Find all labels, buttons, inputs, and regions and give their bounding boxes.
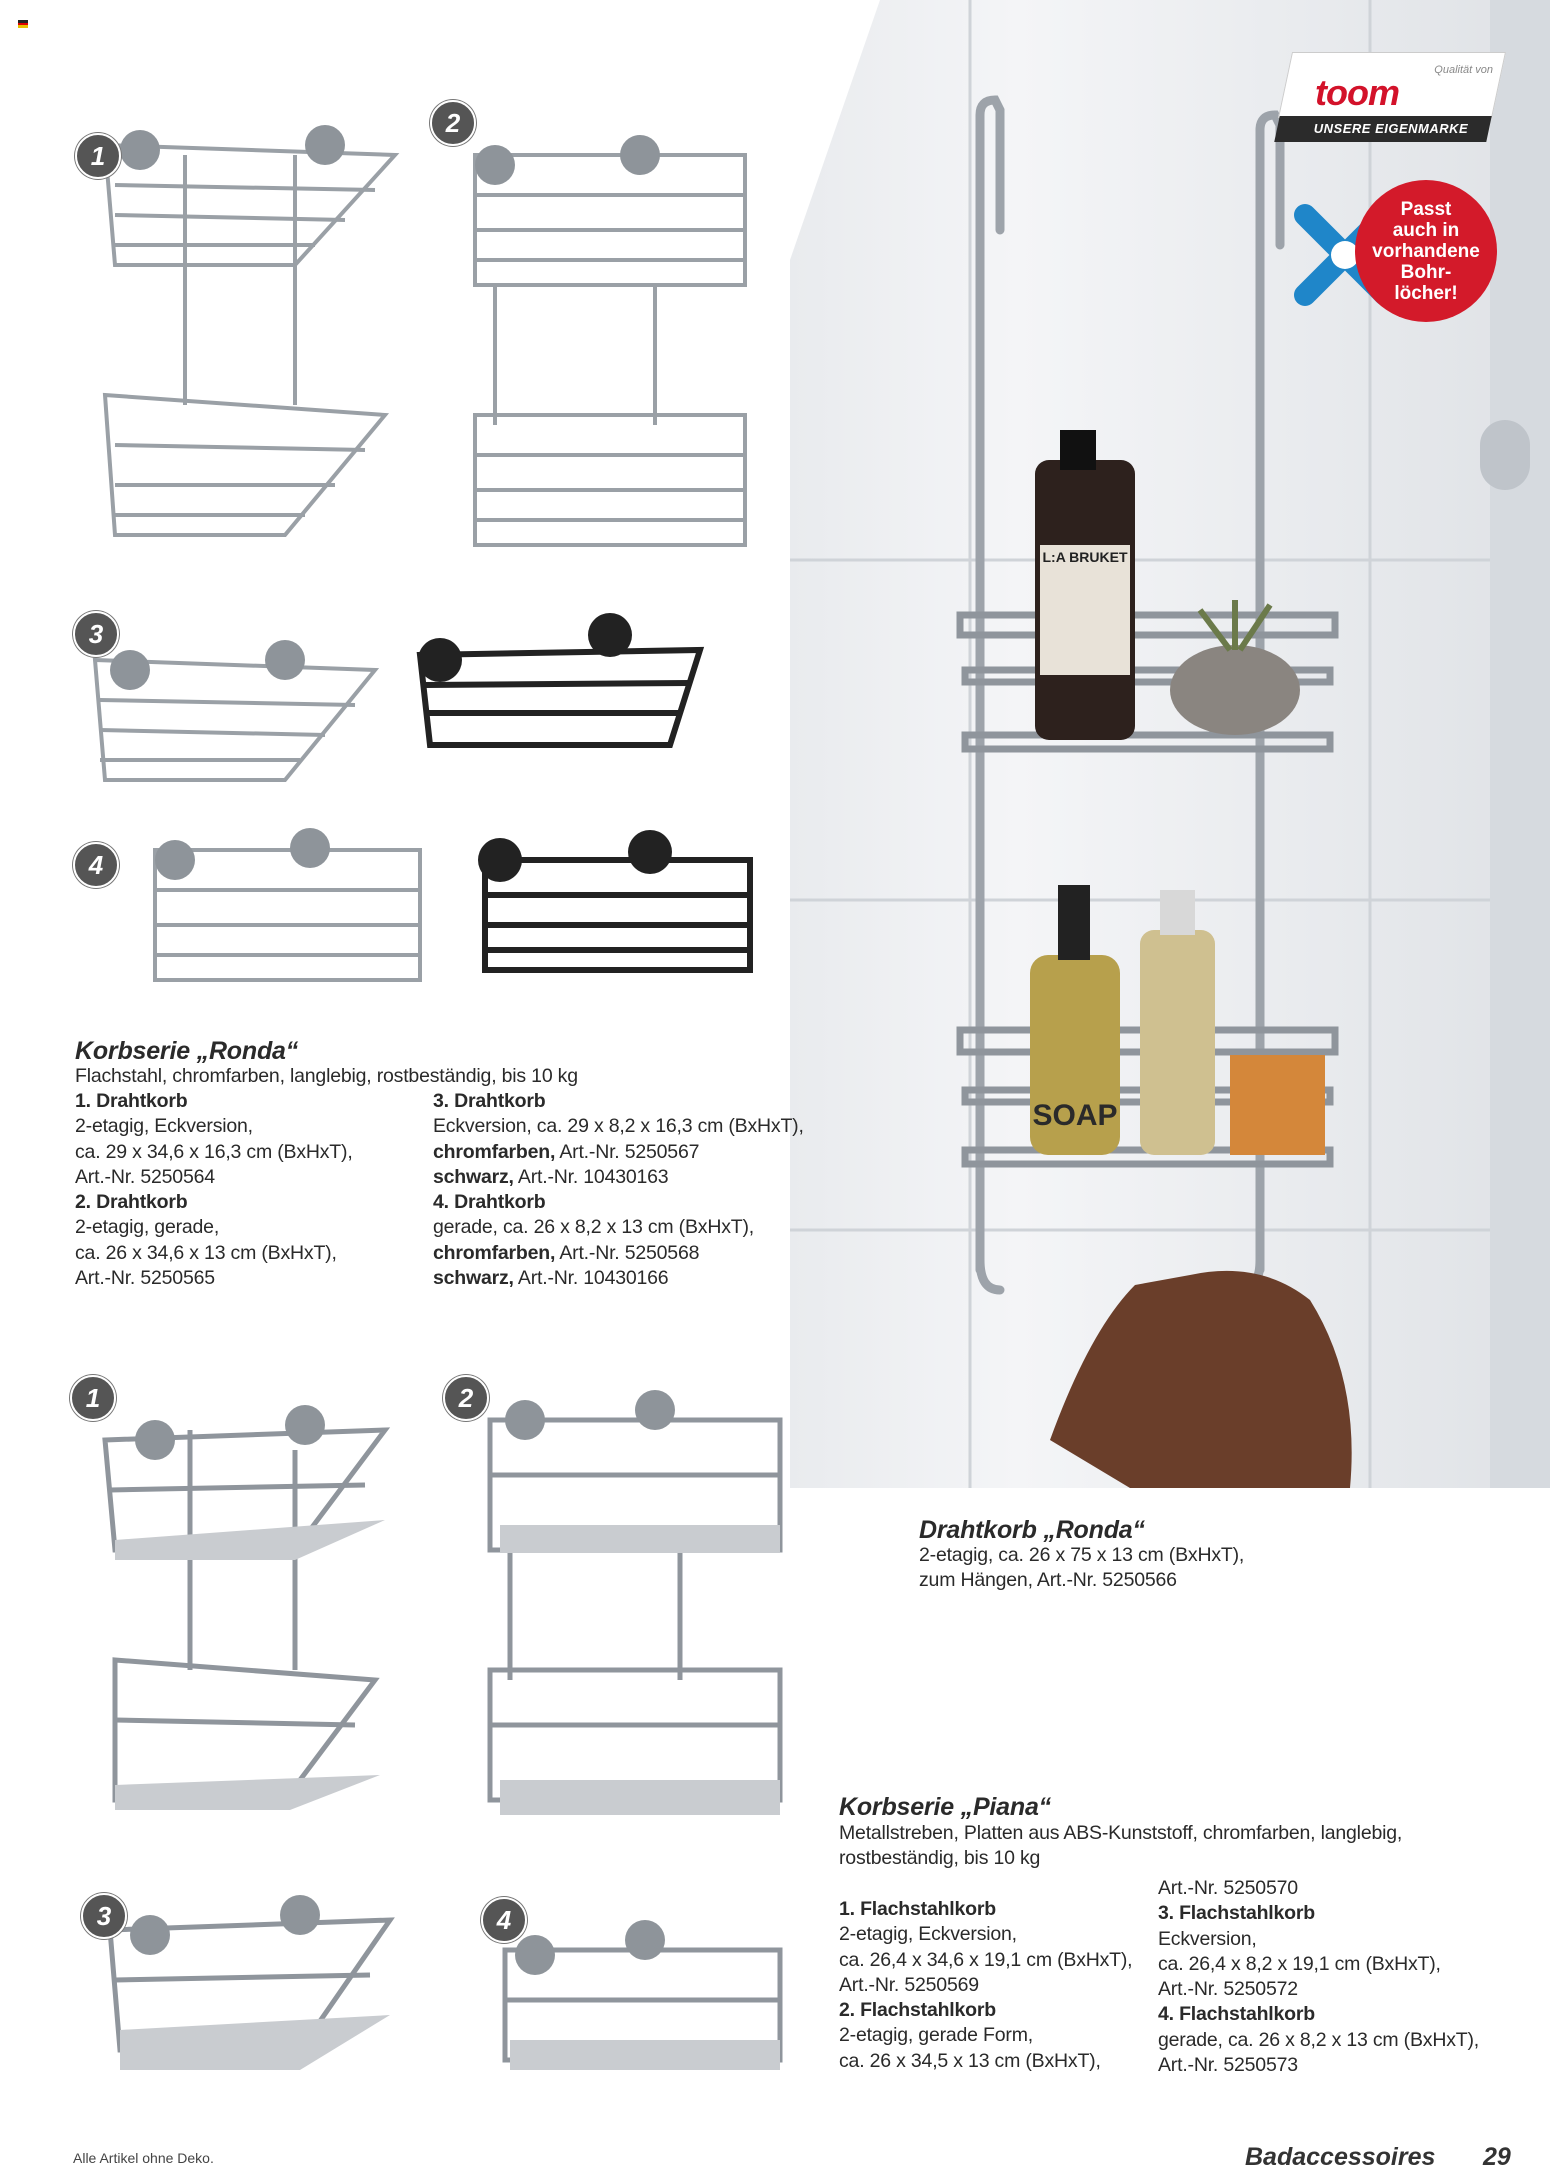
piana-spec-line (1158, 2028, 1479, 2053)
ronda-spec-line-bold: chromfarben, (433, 1140, 556, 1163)
piana-spec-line (1158, 1977, 1479, 2002)
piana-spec-line (839, 1973, 1132, 1998)
ronda-col-right (433, 1089, 804, 1291)
ronda-spec-line-text: ca. 26 x 34,6 x 13 cm (BxHxT), (75, 1241, 337, 1264)
product-ronda-4-black-image (475, 820, 760, 980)
ronda-spec-line (433, 1140, 804, 1165)
product-piana-2-image (480, 1380, 790, 1830)
product-ronda-3-black-image (410, 605, 710, 755)
piana-spec-line-text: 2-etagig, gerade Form, (839, 2024, 1033, 2047)
badge-piana-1: 1 (70, 1375, 116, 1421)
piana-spec-line-text: Eckversion, (1158, 1927, 1257, 1950)
ronda-spec-line-bold: 4. Drahtkorb (433, 1191, 546, 1214)
ronda-spec-line (75, 1089, 353, 1114)
piana-spec-line (839, 1922, 1132, 1947)
ronda-spec-line (433, 1266, 804, 1291)
ronda-spec-line (75, 1266, 353, 1291)
ronda-spec-line-text: 2-etagig, gerade, (75, 1216, 220, 1239)
promo-badge (1355, 180, 1497, 322)
ronda-spec-line (75, 1190, 353, 1215)
ronda-series-subtitle: Flachstahl, chromfarben, langlebig, rostbeständig, bis 10 kg (75, 1065, 578, 1087)
piana-col-left (839, 1897, 1132, 2074)
piana-spec-line-bold: 2. Flachstahlkorb (839, 1999, 996, 2022)
ronda-spec-line (433, 1241, 804, 1266)
ronda-hanging-line-2: zum Hängen, Art.-Nr. 5250566 (919, 1569, 1177, 1591)
badge-piana-3: 3 (81, 1893, 127, 1939)
ronda-spec-line-bold: chromfarben, (433, 1241, 556, 1264)
ronda-series-title: Korbserie „Ronda“ (75, 1037, 299, 1065)
piana-spec-line-text: ca. 26,4 x 8,2 x 19,1 cm (BxHxT), (1158, 1952, 1441, 1975)
flag-icon (18, 20, 28, 28)
piana-spec-line-bold: 1. Flachstahlkorb (839, 1898, 996, 1920)
product-ronda-2-image (465, 125, 755, 555)
piana-spec-line (1158, 1901, 1479, 1926)
ronda-spec-line-text: Art.-Nr. 10430163 (513, 1165, 669, 1188)
ronda-spec-line-text: ca. 29 x 34,6 x 16,3 cm (BxHxT), (75, 1140, 353, 1163)
logo-wordmark: toom (1315, 72, 1399, 113)
piana-spec-line-text: ca. 26,4 x 34,6 x 19,1 cm (BxHxT), (839, 1948, 1133, 1971)
badge-piana-2: 2 (443, 1375, 489, 1421)
ronda-spec-line (433, 1215, 804, 1240)
piana-spec-line (1158, 2053, 1479, 2078)
piana-spec-line-bold: 4. Flachstahlkorb (1158, 2003, 1315, 2026)
piana-spec-line (839, 1998, 1132, 2023)
piana-subtitle-line-1: Metallstreben, Platten aus ABS-Kunststoff, chromfarben, langlebig, (839, 1822, 1403, 1844)
ronda-spec-line (433, 1165, 804, 1190)
toom-logo (1285, 52, 1497, 144)
piana-spec-line (1158, 1876, 1479, 1901)
ronda-spec-line (75, 1140, 353, 1165)
ronda-spec-line-bold: schwarz, (433, 1267, 514, 1290)
ronda-col-left (75, 1089, 353, 1291)
piana-spec-line-text: 2-etagig, Eckversion, (839, 1923, 1017, 1946)
piana-spec-line (1158, 1952, 1479, 1977)
ronda-spec-line-text: Eckversion, ca. 29 x 8,2 x 16,3 cm (BxHxT), (433, 1115, 804, 1138)
ronda-spec-line-text: gerade, ca. 26 x 8,2 x 13 cm (BxHxT), (433, 1216, 754, 1239)
product-ronda-3-chrome-image (85, 630, 385, 790)
ronda-spec-line (75, 1114, 353, 1139)
ronda-spec-line (75, 1215, 353, 1240)
footer-section: Badaccessoires (1245, 2143, 1436, 2171)
piana-spec-line-text: Art.-Nr. 5250570 (1158, 1877, 1298, 1899)
piana-subtitle-line-2: rostbeständig, bis 10 kg (839, 1847, 1041, 1869)
piana-spec-line-text: Art.-Nr. 5250572 (1158, 1978, 1298, 2001)
badge-ronda-4: 4 (73, 842, 119, 888)
ronda-spec-line (75, 1165, 353, 1190)
ronda-spec-line (433, 1114, 804, 1139)
badge-ronda-1: 1 (75, 133, 121, 179)
ronda-spec-line-text: Art.-Nr. 5250564 (75, 1165, 215, 1188)
ronda-spec-line-text: Art.-Nr. 5250567 (555, 1140, 700, 1163)
product-piana-4-image (495, 1910, 790, 2080)
ronda-spec-line (433, 1089, 804, 1114)
soap-label: SOAP (1032, 1099, 1118, 1132)
ronda-spec-line-text: Art.-Nr. 5250568 (555, 1241, 700, 1264)
ronda-spec-line-bold: schwarz, (433, 1165, 514, 1188)
footer-note: Alle Artikel ohne Deko. (73, 2150, 214, 2166)
badge-ronda-2: 2 (430, 100, 476, 146)
piana-spec-line-bold: 3. Flachstahlkorb (1158, 1902, 1315, 1925)
product-ronda-1-image (95, 115, 415, 555)
ronda-spec-line-text: Art.-Nr. 10430166 (513, 1267, 669, 1290)
piana-spec-line (839, 1948, 1132, 1973)
piana-spec-line-text: Art.-Nr. 5250573 (1158, 2054, 1298, 2077)
piana-series-title: Korbserie „Piana“ (839, 1793, 1051, 1821)
product-ronda-4-chrome-image (145, 820, 430, 985)
piana-spec-line-text: Art.-Nr. 5250569 (839, 1973, 979, 1996)
piana-spec-line-text: ca. 26 x 34,5 x 13 cm (BxHxT), (839, 2049, 1101, 2072)
page-number: 29 (1483, 2143, 1511, 2171)
ronda-spec-line (75, 1241, 353, 1266)
piana-col-right (1158, 1876, 1479, 2078)
product-piana-3-image (100, 1880, 400, 2080)
piana-spec-line-text: gerade, ca. 26 x 8,2 x 13 cm (BxHxT), (1158, 2028, 1479, 2051)
ronda-spec-line-text: 2-etagig, Eckversion, (75, 1115, 253, 1138)
piana-spec-line (839, 2023, 1132, 2048)
ronda-spec-line (433, 1190, 804, 1215)
ronda-hanging-title: Drahtkorb „Ronda“ (919, 1516, 1145, 1544)
logo-tagline: Qualität von (1434, 64, 1493, 76)
ronda-hanging-line-1: 2-etagig, ca. 26 x 75 x 13 cm (BxHxT), (919, 1544, 1245, 1566)
badge-ronda-3: 3 (73, 611, 119, 657)
bottle-label: L:A BRUKET (1042, 549, 1128, 565)
logo-bar-text: UNSERE EIGENMARKE (1313, 121, 1469, 136)
piana-spec-line (839, 1897, 1132, 1922)
ronda-spec-line-bold: 3. Drahtkorb (433, 1090, 546, 1112)
ronda-spec-line-text: Art.-Nr. 5250565 (75, 1267, 215, 1290)
ronda-spec-line-bold: 2. Drahtkorb (75, 1191, 188, 1214)
piana-spec-line (1158, 1927, 1479, 1952)
piana-spec-line (839, 2049, 1132, 2074)
promo-badge-text: Passt auch in vorhandene Bohr- löcher! (1372, 198, 1480, 304)
product-piana-1-image (95, 1390, 405, 1820)
piana-spec-line (1158, 2002, 1479, 2027)
ronda-spec-line-bold: 1. Drahtkorb (75, 1090, 188, 1112)
badge-piana-4: 4 (481, 1897, 527, 1943)
